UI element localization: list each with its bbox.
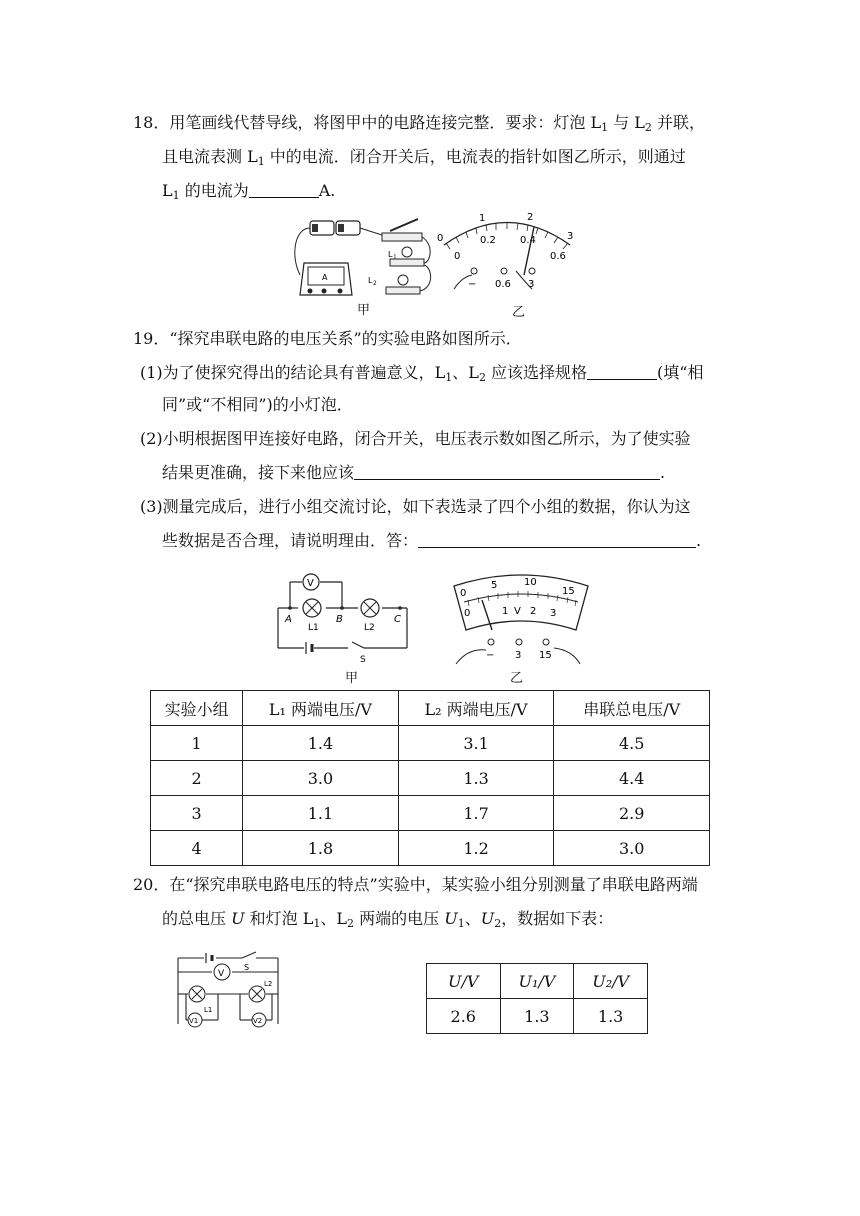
svg-text:0: 0 <box>464 608 471 619</box>
bulb-l1 <box>402 247 412 257</box>
table-header: U₂/V <box>574 964 648 999</box>
table-cell: 1.3 <box>574 999 648 1034</box>
table-row <box>151 761 710 796</box>
svg-text:B: B <box>336 614 343 625</box>
table-cell: 3 <box>151 796 243 831</box>
answer-blank[interactable] <box>418 531 696 548</box>
table-cell: 4.4 <box>554 761 710 796</box>
table-cell: 1.2 <box>398 831 554 866</box>
q18-caption-yi: 乙 <box>512 305 526 320</box>
table-cell: 1 <box>151 726 243 761</box>
answer-blank[interactable] <box>587 363 657 380</box>
q19-caption-jia: 甲 <box>345 671 359 686</box>
svg-text:L2: L2 <box>364 623 375 633</box>
svg-text:S: S <box>244 963 250 972</box>
q19-title <box>133 328 522 350</box>
q18-text: L <box>162 181 173 200</box>
table-header: U/V <box>427 964 501 999</box>
q19-part2-line2: 结果更准确，接下来他应该 . <box>162 463 666 482</box>
table-header: L₂ 两端电压/V <box>398 691 554 726</box>
subscript: 1 <box>172 189 180 202</box>
q18-text: 与 L <box>608 113 645 132</box>
subscript: 1 <box>257 155 265 168</box>
q20-circuit-figure <box>168 944 288 1034</box>
table-header: 实验小组 <box>151 691 243 726</box>
q19-part3-line1: (3)测量完成后，进行小组交流讨论，如下表选录了四个小组的数据，你认为这 <box>140 497 691 516</box>
svg-text:1: 1 <box>502 606 509 617</box>
q19-part2-line1: (2)小明根据图甲连接好电路，闭合开关，电压表示数如图乙所示，为了使实验 <box>140 429 691 448</box>
svg-text:L1: L1 <box>204 1006 213 1014</box>
table-row <box>427 999 648 1034</box>
table-cell: 3.1 <box>398 726 554 761</box>
svg-text:−: − <box>486 650 495 661</box>
q20-data-table <box>426 963 648 1034</box>
svg-text:V1: V1 <box>189 1017 199 1025</box>
q20-number: 20． <box>133 875 170 894</box>
q20-line2: 的总电压 U 和灯泡 $L_1$、$L_2$ 两端的电压 $U_1$、$U_2$，数据如下表： <box>162 909 614 930</box>
q19-data-table <box>150 690 710 866</box>
q18-text: 的电流为 <box>179 181 249 200</box>
q18-text: 且电流表测 L <box>162 147 258 166</box>
q20-text: 在“探究串联电路电压的特点”实验中，某实验小组分别测量了串联电路两端 <box>169 875 698 894</box>
q18-number: 18． <box>133 113 170 132</box>
answer-blank[interactable] <box>249 181 319 198</box>
table-cell: 1.3 <box>500 999 574 1034</box>
q19-part1-line1: (1)为了使探究得出的结论具有普遍意义，$L_1$、$L_2$ 应该选择规格 (填“相 <box>140 363 704 384</box>
q19-figure-yi <box>446 572 596 672</box>
subscript: 2 <box>644 121 652 134</box>
svg-text:L2: L2 <box>264 980 273 988</box>
label-l1: L <box>388 250 393 259</box>
svg-text:1: 1 <box>393 254 397 261</box>
q19-part1-line2: 同”或“不相同”)的小灯泡． <box>162 395 353 414</box>
svg-text:L1: L1 <box>308 623 319 633</box>
q18-line3 <box>162 180 335 207</box>
q20-line1 <box>133 874 698 896</box>
bulb-l2-base <box>386 287 420 294</box>
ammeter-terminal-3: 3 <box>528 279 535 290</box>
table-cell: 2.9 <box>554 796 710 831</box>
ammeter-bottom-3: 0.6 <box>550 251 566 262</box>
svg-text:15: 15 <box>539 650 552 661</box>
ammeter-top-2: 2 <box>527 212 534 223</box>
svg-text:V2: V2 <box>253 1017 263 1025</box>
ammeter-bottom-2: 0.4 <box>520 235 536 246</box>
table-cell: 2.6 <box>427 999 501 1034</box>
q18-figure-jia <box>290 215 440 305</box>
table-cell: 3.0 <box>554 831 710 866</box>
svg-text:S: S <box>360 655 366 662</box>
svg-text:A: A <box>285 614 292 625</box>
label-l2: L <box>368 276 373 285</box>
ammeter-bottom-1: 0.2 <box>480 235 496 246</box>
answer-blank[interactable] <box>354 463 660 480</box>
table-cell: 2 <box>151 761 243 796</box>
table-row <box>151 796 710 831</box>
ammeter-terminal-neg: − <box>468 279 477 290</box>
svg-text:V: V <box>218 969 225 979</box>
svg-text:15: 15 <box>562 586 575 597</box>
ammeter-top-3: 3 <box>567 231 574 242</box>
svg-text:3: 3 <box>515 650 522 661</box>
table-header-row <box>151 691 710 726</box>
ammeter-terminal-06: 0.6 <box>495 279 511 290</box>
table-cell: 4.5 <box>554 726 710 761</box>
ammeter-top-1: 1 <box>479 213 486 224</box>
svg-text:3: 3 <box>550 608 557 619</box>
q19-text: “探究串联电路的电压关系”的实验电路如图所示． <box>169 329 522 348</box>
q18-text: 用笔画线代替导线，将图甲中的电路连接完整．要求：灯泡 L <box>169 113 602 132</box>
table-cell: 1.1 <box>243 796 399 831</box>
table-header-row <box>427 964 648 999</box>
table-row <box>151 726 710 761</box>
svg-text:V: V <box>514 606 521 617</box>
svg-text:2: 2 <box>373 280 377 287</box>
q18-text: 中的电流．闭合开关后，电流表的指针如图乙所示，则通过 <box>264 147 686 166</box>
table-header: U₁/V <box>500 964 574 999</box>
q19-caption-yi: 乙 <box>510 671 524 686</box>
q18-figure-yi <box>432 205 582 295</box>
table-row <box>151 831 710 866</box>
bulb-l2 <box>398 275 408 285</box>
q19-part3-line2: 些数据是否合理，请说明理由．答： . <box>162 531 702 550</box>
ammeter-top-0: 0 <box>437 233 444 244</box>
svg-text:2: 2 <box>530 606 537 617</box>
q18-caption-jia: 甲 <box>357 303 371 318</box>
table-cell: 1.4 <box>243 726 399 761</box>
voltmeter-face <box>454 575 588 630</box>
table-cell: 4 <box>151 831 243 866</box>
q18-text: 并联， <box>651 113 705 132</box>
ammeter-bottom-0: 0 <box>454 251 461 262</box>
svg-text:A: A <box>322 273 328 282</box>
table-header: 串联总电压/V <box>554 691 710 726</box>
q18-line1 <box>133 112 705 139</box>
subscript: 1 <box>601 121 609 134</box>
q18-text: A. <box>318 181 336 200</box>
table-cell: 3.0 <box>243 761 399 796</box>
svg-text:0: 0 <box>460 588 467 599</box>
svg-text:V: V <box>307 578 314 589</box>
q18-line2 <box>162 146 686 173</box>
table-header: L₁ 两端电压/V <box>243 691 399 726</box>
table-cell: 1.3 <box>398 761 554 796</box>
svg-text:10: 10 <box>524 577 537 588</box>
q19-number: 19． <box>133 329 170 348</box>
svg-text:C: C <box>394 614 401 625</box>
q19-figure-jia <box>272 572 422 662</box>
svg-text:5: 5 <box>491 580 498 591</box>
switch <box>382 233 422 241</box>
table-cell: 1.8 <box>243 831 399 866</box>
table-cell: 1.7 <box>398 796 554 831</box>
q19-text: (1)为了使探究得出的结论具有普遍意义，L <box>140 363 446 382</box>
